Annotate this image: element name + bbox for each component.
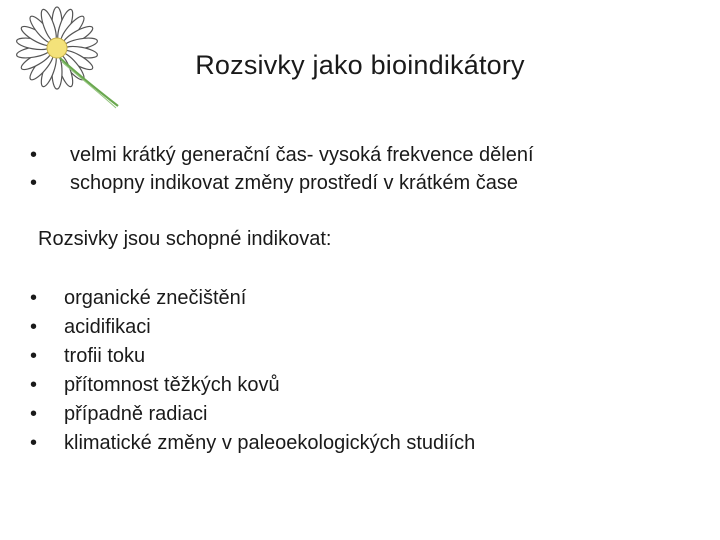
- list-item: • schopny indikovat změny prostředí v krátkém čase: [30, 169, 534, 197]
- list-item: • trofii toku: [30, 342, 475, 371]
- list-item: • organické znečištění: [30, 284, 475, 313]
- slide-title: Rozsivky jako bioindikátory: [195, 50, 525, 80]
- bullet-icon: •: [30, 432, 38, 454]
- bullet-icon: •: [30, 403, 38, 425]
- bullet-icon: •: [30, 287, 38, 309]
- bullet-icon: •: [30, 144, 38, 166]
- list-item: • klimatické změny v paleoekologických studiích: [30, 429, 475, 458]
- list-item: • acidifikaci: [30, 313, 475, 342]
- bullet-icon: •: [30, 374, 38, 396]
- bullet-icon: •: [30, 345, 38, 367]
- indicators-list: [30, 284, 475, 458]
- bullet-icon: •: [30, 172, 38, 194]
- bullet-icon: •: [30, 316, 38, 338]
- properties-list: [30, 141, 534, 197]
- list-item: • přítomnost těžkých kovů: [30, 371, 475, 400]
- list-item: • velmi krátký generační čas- vysoká frekvence dělení: [30, 141, 534, 169]
- indicators-intro: Rozsivky jsou schopné indikovat:: [38, 228, 332, 250]
- list-item: • případně radiaci: [30, 400, 475, 429]
